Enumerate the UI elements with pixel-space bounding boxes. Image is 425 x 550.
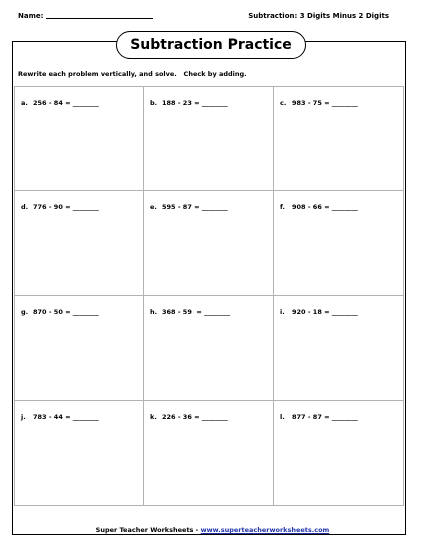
footer xyxy=(0,526,425,534)
problem-equation: 783 - 44 = ________ xyxy=(33,413,99,421)
problem-cell[interactable] xyxy=(274,191,404,296)
problem-label: i. xyxy=(280,308,285,316)
problem-equation: 188 - 23 = ________ xyxy=(162,99,228,107)
problem-equation: 256 - 84 = ________ xyxy=(33,99,99,107)
problem-equation: 870 - 50 = ________ xyxy=(33,308,99,316)
problem-equation: 908 - 66 = ________ xyxy=(292,203,358,211)
footer-link[interactable]: www.superteacherworksheets.com xyxy=(200,526,330,534)
problem-label: c. xyxy=(280,99,287,107)
problem-equation: 776 - 90 = ________ xyxy=(33,203,99,211)
problem-equation: 368 - 59 = ________ xyxy=(162,308,231,316)
problem-label: l. xyxy=(280,413,285,421)
problem-cell[interactable] xyxy=(274,86,404,191)
problem-equation: 920 - 18 = ________ xyxy=(292,308,358,316)
problem-label: h. xyxy=(150,308,158,316)
problem-label: e. xyxy=(150,203,157,211)
problem-label: k. xyxy=(150,413,157,421)
problem-cell[interactable] xyxy=(274,401,404,506)
problem-equation: 983 - 75 = ________ xyxy=(292,99,358,107)
problem-label: g. xyxy=(21,308,29,316)
problem-label: d. xyxy=(21,203,29,211)
problem-cell[interactable] xyxy=(14,86,144,191)
problem-cell[interactable] xyxy=(144,86,274,191)
problem-label: a. xyxy=(21,99,28,107)
problem-cell[interactable] xyxy=(14,296,144,401)
problem-cell[interactable] xyxy=(274,296,404,401)
problem-label: b. xyxy=(150,99,158,107)
problem-label: f. xyxy=(280,203,285,211)
problem-equation: 595 - 87 = ________ xyxy=(162,203,228,211)
problem-cell[interactable] xyxy=(144,296,274,401)
problem-grid xyxy=(14,86,404,506)
footer-credit: Super Teacher Worksheets - xyxy=(95,526,201,534)
problem-equation: 877 - 87 = ________ xyxy=(292,413,358,421)
problem-cell[interactable] xyxy=(144,191,274,296)
name-field-line[interactable] xyxy=(46,18,153,19)
problem-equation: 226 - 36 = ________ xyxy=(162,413,228,421)
worksheet-topic: Subtraction: 3 Digits Minus 2 Digits xyxy=(248,12,389,20)
problem-cell[interactable] xyxy=(144,401,274,506)
worksheet-title: Subtraction Practice xyxy=(116,31,306,59)
problem-label: j. xyxy=(21,413,26,421)
problem-cell[interactable] xyxy=(14,401,144,506)
instructions: Rewrite each problem vertically, and solve. Check by adding. xyxy=(18,70,247,78)
problem-cell[interactable] xyxy=(14,191,144,296)
name-label: Name: xyxy=(18,12,44,20)
